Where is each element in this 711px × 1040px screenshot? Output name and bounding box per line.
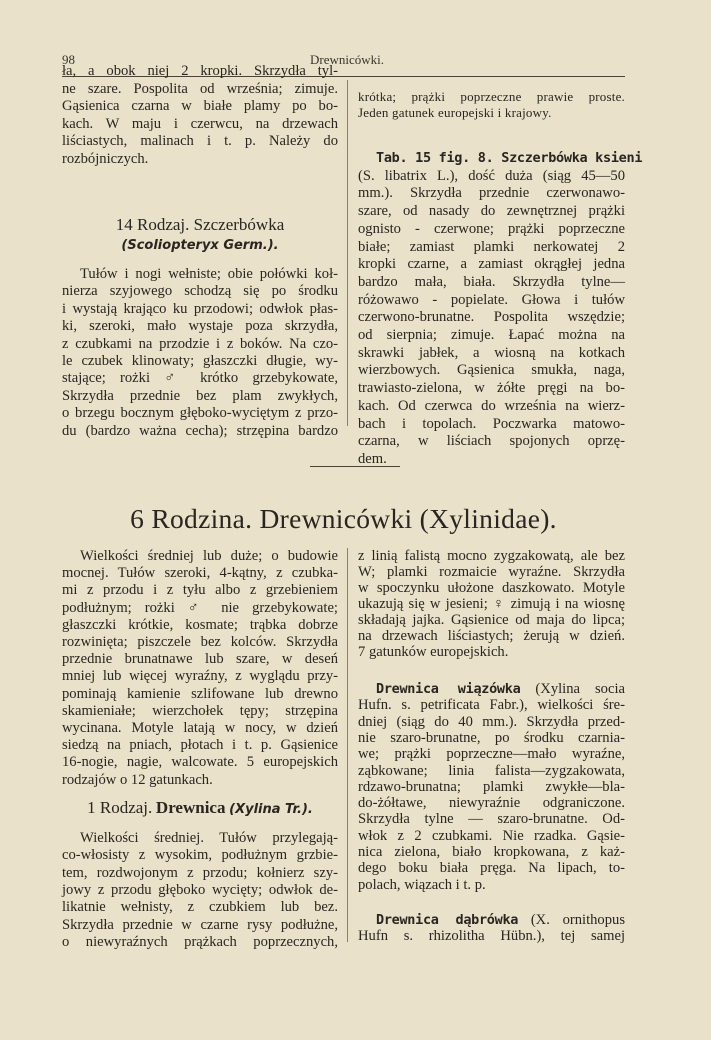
genus14-desc-line: z czubkami na przodzie i z boków. Na czo- [62,335,338,352]
left-top-line: ne szare. Pospolita od września; zimuje. [62,80,338,97]
family-desc-line: rozwinięta; piszczele bez kolców. Skrzydła [62,634,338,650]
species-wiazowka-line: włok z 2 czubkami. Nie rzadka. Gąsie- [358,827,625,844]
genus1-desc-cont-line: z linią falistą mocno zygzakowatą, ale bez [358,548,625,564]
left-top-line: ła, a obok niej 2 kropki. Skrzydła tyl- [62,63,338,79]
family-desc-line: wycinana. Motyle latają w nocy, w dzień [62,720,338,736]
family-desc-line: rodzajów o 12 gatunkach. [62,771,213,788]
genus1-desc-line: co-włosisty z wysokim, podłużnym grzbie- [62,847,338,864]
genus1-desc-cont-line: ukazują się w jesieni; ♀ zimują i na wiosnę [358,596,625,612]
genus14-desc-line: du (bardzo ważna cecha); strzępina bardzo [62,422,338,439]
species-dabrowka-line [376,912,625,929]
left-top-line: kach. W maju i czerwcu, na drzewach [62,115,338,132]
column-divider-bottom [347,548,348,942]
genus14-desc-line: stające; rożki ♂ krótko grzebykowate, [62,370,338,387]
species-wiazowka-line: we; prążki poprzeczne—mało wyraźne, [358,746,625,763]
species-wiazowka-line: rdzawo-brunatna; plamki zwykłe—bla- [358,778,625,795]
species-ksieni-line [376,150,643,167]
species-latin: (Xylina socia [520,681,625,697]
genus-latin: (Xylina Tr.). [229,802,313,817]
family-desc-line: mi z przodu i z tyłu albo z grzebieniem [62,582,338,599]
right-top-line: krótka; prążki poprzeczne prawie proste. [358,89,625,104]
species-dabrowka-line: Hufn s. rhizolitha Hübn.), tej samej [358,928,625,945]
species-ksieni-line: skrawki jabłek, a wiosną na kotkach [358,344,625,361]
species-wiazowka-line: Hufn. s. petrificata Fabr.), wielkości śre- [358,697,625,714]
genus1-desc-cont-line: 7 gatunków europejskich. [358,644,509,660]
species-ksieni-line: kropki czarne, a zamiast okrągłej jedna [358,256,625,273]
species-ksieni-line: trawiasto-zielona, w żółte pręgi na bo- [358,380,625,397]
family-desc-line: siedzą na pniach, płotach i t. p. Gąsienice [62,737,338,754]
family-title: 6 Rodzina. Drewnicówki (Xylinidae). [130,503,557,534]
species-name: Drewnica dąbrówka [376,912,519,928]
running-title: Drewnicówki. [310,52,385,67]
species-ksieni-line: czarna, w liściach spojonych oprzę- [358,433,625,450]
family-desc-line: pominają kamienie szlifowane lub drewno [62,685,338,702]
column-divider-top [347,80,348,426]
genus1-desc-cont-line: na drzewach liściastych; żerują w dzień. [358,628,625,644]
genus1-desc-line: jowy z przodu głęboko wycięty; odwłok de- [62,881,338,898]
species-ksieni-line: wierzbowych. Gąsienica smukła, naga, [358,362,625,379]
genus1-desc-line: tem, rozdwojonym z przodu; kołnierz szy- [62,864,338,881]
genus1-desc-line: likatnie wełnisty, z czubkiem lub bez. [62,899,338,916]
genus14-desc-line: Skrzydła przednie bez plam zwykłych, [62,387,338,404]
family-desc-line: podłużnym; rożki ♂ nie grzebykowate; [62,599,338,616]
family-desc-line: Wielkości średniej lub duże; o budowie [80,548,338,564]
family-desc-line: głaszczki krótkie, kosmate; trąbka dobrze [62,616,338,633]
genus1-desc-cont-line: składają jajka. Gąsienice od maja do lipca; [358,612,625,628]
species-wiazowka-line: nie szaro-brunatne, po środku czarnia- [358,729,625,746]
genus1-desc-cont-line: w spoczynku ułożone daszkowato. Motyle [358,580,625,596]
page-number: 98 [62,52,75,67]
left-top-line: Gąsienica czarna w białe plamy po bo- [62,98,338,115]
species-ksieni-line: bardzo mała, biała. Skrzydła tylne— [358,273,625,290]
species-wiazowka-line: dego boku biała pręga. Na lipach, to- [358,860,625,877]
species-wiazowka-line: ząbkowane; linia falista—zygzakowata, [358,762,625,779]
family-desc-line: mocnej. Tułów szeroki, 4-kątny, z czubka- [62,565,338,582]
species-ksieni-line: czerwono-brunatne. Pospolita wszędzie; [358,309,625,326]
species-wiazowka-line: polach, wiązach i t. p. [358,876,486,893]
species-ksieni-line: różowawo - popielate. Głowa i tułów [358,291,625,308]
right-top-line: Jeden gatunek europejski i krajowy. [358,105,552,120]
genus1-desc-line: o niewyraźnych prążkach poprzecznych, [62,933,338,950]
genus14-desc-line: o brzegu bocznym głęboko-wyciętym z przo- [62,405,338,422]
species-ksieni-line: ognisto - czerwone; prążki poprzeczne [358,220,625,237]
family-desc-line: mniej lub więcej wyraźny, z wyglądu przy- [62,668,338,685]
species-wiazowka-line: dniej (siąg do 40 mm.). Skrzydła przed- [358,713,625,730]
genus1-heading [62,799,338,818]
family-desc-line: skamieniałe; wierzchołek tępy; strzępina [62,702,338,719]
family-desc-line: 16-nogie, nagie, walcowate. 5 europejskich [62,754,338,771]
species-ksieni-line: od sierpnia; zimuje. Łapać można na [358,327,625,343]
species-ksieni-line: (S. libatrix L.), dość duża (siąg 45—50 [358,167,625,184]
species-ksieni-line: szare, od nasady do zewnętrznej prążki [358,203,625,220]
genus-name: Drewnica [155,798,226,817]
genus1-desc-line: Wielkości średniej. Tułów przylegają- [80,830,338,846]
species-name: Tab. 15 fig. 8. Szczerbówka ksieni [376,150,643,166]
species-wiazowka-line: nica zielona, biało kropkowana, z każ- [358,844,625,860]
species-name: Drewnica wiązówka [376,681,521,697]
species-ksieni-line: białe; zamiast plamki nerkowatej 2 [358,238,625,255]
genus14-desc-line: nierza szyjowego schodzą się po środku [62,283,338,300]
genus14-desc-line: i wystają krająco ku przodowi; odwłok płas- [62,300,338,317]
family-desc-line: przednie brunatnawe lub szare, w deseń [62,651,338,668]
species-wiazowka-line [376,681,625,698]
species-ksieni-line: bach i topolach. Poczwarka matowo- [358,415,625,432]
genus-rank: 1 Rodzaj. [87,798,153,817]
left-top-line: rozbójniczych. [62,151,149,167]
genus14-desc-line: Tułów i nogi wełniste; obie połówki koł- [80,266,338,282]
genus14-desc-line: ki, szeroki, mało wystaje poza skrzydła, [62,318,338,335]
genus14-latin-line: (Scoliopteryx Germ.). [121,238,279,253]
left-top-line: liściastych, malinach i t. p. Należy do [62,133,338,150]
species-ksieni-line: dem. [358,450,387,467]
species-latin: (X. ornithopus [518,912,625,928]
genus1-desc-line: Skrzydła przednie w czarne rysy podłużne, [62,916,338,933]
genus14-desc-line: le czubek klinowaty; głaszczki długie, wy- [62,353,338,369]
genus14-heading-line: 14 Rodzaj. Szczerbówka [115,215,285,234]
species-ksieni-line: kach. Od czerwca do września na wierz- [358,397,625,414]
species-wiazowka-line: Skrzydła tylne — szaro-brunatne. Od- [358,811,625,828]
genus1-desc-cont-line: W; plamki rozmaicie wyraźne. Skrzydła [358,564,625,580]
species-ksieni-line: mm.). Skrzydła przednie czerwonawo- [358,185,625,202]
species-wiazowka-line: do-żółtawe, niewyraźnie odgraniczone. [358,795,625,812]
